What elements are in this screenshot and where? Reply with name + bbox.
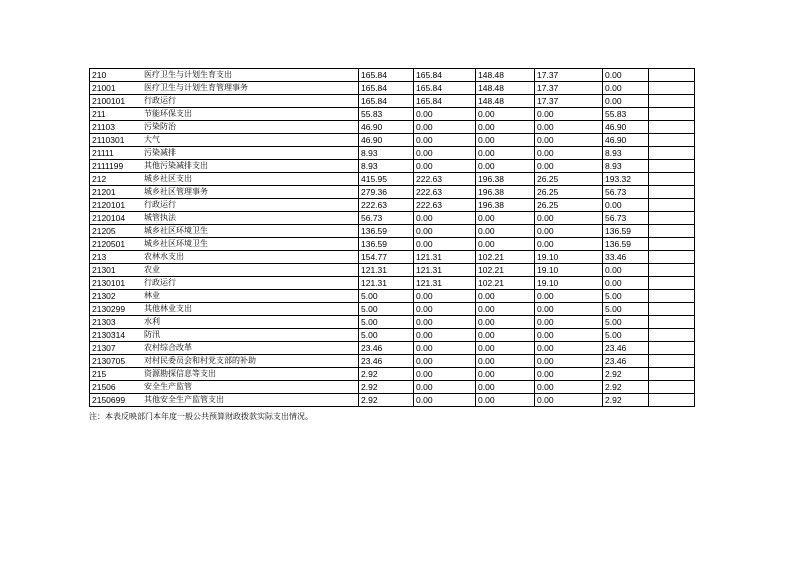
amount-cell-v3: 0.00	[476, 394, 535, 407]
amount-cell-v5: 136.59	[603, 225, 649, 238]
row-code-name-cell	[90, 290, 359, 303]
row-code-name-cell	[90, 199, 359, 212]
amount-cell-v1: 121.31	[359, 277, 414, 290]
function-code: 21302	[92, 291, 116, 301]
row-code-name-cell	[90, 173, 359, 186]
function-name: 城乡社区管理事务	[144, 187, 208, 196]
amount-cell-v4: 0.00	[535, 160, 603, 173]
amount-cell-v1: 23.46	[359, 355, 414, 368]
amount-cell-v3: 196.38	[476, 173, 535, 186]
amount-cell-v5: 2.92	[603, 394, 649, 407]
amount-cell-v1: 165.84	[359, 82, 414, 95]
row-code-name-cell	[90, 134, 359, 147]
function-name: 农业	[144, 265, 160, 274]
table-row	[90, 238, 695, 251]
table-row	[90, 147, 695, 160]
amount-cell-v1: 5.00	[359, 329, 414, 342]
amount-cell-v5: 56.73	[603, 212, 649, 225]
amount-cell-v1: 154.77	[359, 251, 414, 264]
row-code-name-cell	[90, 147, 359, 160]
row-code-name-cell	[90, 160, 359, 173]
amount-cell-v5: 0.00	[603, 82, 649, 95]
table-row	[90, 316, 695, 329]
amount-cell-v6	[649, 394, 695, 407]
table-row	[90, 329, 695, 342]
row-code-name-cell	[90, 251, 359, 264]
amount-cell-v2: 165.84	[414, 82, 476, 95]
amount-cell-v6	[649, 277, 695, 290]
amount-cell-v1: 121.31	[359, 264, 414, 277]
row-code-name-cell	[90, 69, 359, 82]
row-code-name-cell	[90, 381, 359, 394]
amount-cell-v5: 0.00	[603, 95, 649, 108]
table-row	[90, 134, 695, 147]
row-code-name-cell	[90, 225, 359, 238]
amount-cell-v4: 0.00	[535, 225, 603, 238]
amount-cell-v3: 148.48	[476, 82, 535, 95]
amount-cell-v1: 46.90	[359, 134, 414, 147]
amount-cell-v4: 0.00	[535, 329, 603, 342]
amount-cell-v5: 0.00	[603, 264, 649, 277]
function-code: 21301	[92, 265, 116, 275]
amount-cell-v6	[649, 199, 695, 212]
row-code-name-cell	[90, 121, 359, 134]
amount-cell-v3: 0.00	[476, 381, 535, 394]
amount-cell-v5: 8.93	[603, 147, 649, 160]
amount-cell-v4: 0.00	[535, 290, 603, 303]
amount-cell-v3: 0.00	[476, 290, 535, 303]
amount-cell-v6	[649, 108, 695, 121]
amount-cell-v5: 46.90	[603, 121, 649, 134]
budget-expenditure-table	[89, 68, 695, 407]
amount-cell-v6	[649, 212, 695, 225]
amount-cell-v2: 0.00	[414, 303, 476, 316]
amount-cell-v3: 0.00	[476, 238, 535, 251]
row-code-name-cell	[90, 108, 359, 121]
amount-cell-v6	[649, 225, 695, 238]
function-code: 210	[92, 70, 107, 80]
amount-cell-v2: 165.84	[414, 69, 476, 82]
amount-cell-v6	[649, 355, 695, 368]
amount-cell-v6	[649, 95, 695, 108]
table-footnote: 注：本表反映部门本年度一般公共预算财政拨款实际支出情况。	[89, 412, 313, 421]
amount-cell-v2: 0.00	[414, 160, 476, 173]
amount-cell-v1: 279.36	[359, 186, 414, 199]
table-row	[90, 212, 695, 225]
row-code-name-cell	[90, 368, 359, 381]
function-name: 农村综合改革	[144, 343, 192, 352]
function-name: 其他安全生产监管支出	[144, 395, 224, 404]
table-row	[90, 342, 695, 355]
function-name: 行政运行	[144, 200, 176, 209]
function-name: 安全生产监管	[144, 382, 192, 391]
amount-cell-v2: 0.00	[414, 147, 476, 160]
amount-cell-v4: 17.37	[535, 82, 603, 95]
table-row	[90, 277, 695, 290]
amount-cell-v5: 23.46	[603, 355, 649, 368]
table-row	[90, 368, 695, 381]
amount-cell-v3: 0.00	[476, 303, 535, 316]
function-code: 21001	[92, 83, 116, 93]
amount-cell-v5: 0.00	[603, 277, 649, 290]
amount-cell-v2: 121.31	[414, 277, 476, 290]
amount-cell-v2: 0.00	[414, 381, 476, 394]
function-code: 2120104	[92, 213, 126, 223]
function-code: 2120501	[92, 239, 126, 249]
row-code-name-cell	[90, 316, 359, 329]
amount-cell-v6	[649, 316, 695, 329]
function-name: 林业	[144, 291, 160, 300]
row-code-name-cell	[90, 186, 359, 199]
amount-cell-v3: 0.00	[476, 368, 535, 381]
row-code-name-cell	[90, 238, 359, 251]
amount-cell-v5: 5.00	[603, 329, 649, 342]
row-code-name-cell	[90, 82, 359, 95]
amount-cell-v4: 0.00	[535, 238, 603, 251]
function-name: 医疗卫生与计划生育支出	[144, 70, 232, 79]
amount-cell-v3: 0.00	[476, 355, 535, 368]
amount-cell-v2: 0.00	[414, 394, 476, 407]
amount-cell-v3: 0.00	[476, 121, 535, 134]
function-code: 21201	[92, 187, 116, 197]
amount-cell-v4: 0.00	[535, 355, 603, 368]
table-row	[90, 290, 695, 303]
amount-cell-v4: 19.10	[535, 277, 603, 290]
amount-cell-v6	[649, 251, 695, 264]
amount-cell-v4: 0.00	[535, 147, 603, 160]
amount-cell-v3: 102.21	[476, 251, 535, 264]
amount-cell-v2: 222.63	[414, 173, 476, 186]
table-row	[90, 173, 695, 186]
table-row	[90, 303, 695, 316]
amount-cell-v4: 26.25	[535, 173, 603, 186]
function-code: 211	[92, 109, 106, 119]
amount-cell-v1: 23.46	[359, 342, 414, 355]
amount-cell-v5: 193.32	[603, 173, 649, 186]
amount-cell-v6	[649, 134, 695, 147]
function-code: 21205	[92, 226, 116, 236]
row-code-name-cell	[90, 303, 359, 316]
amount-cell-v4: 0.00	[535, 381, 603, 394]
amount-cell-v4: 0.00	[535, 134, 603, 147]
function-code: 21103	[92, 122, 116, 132]
function-name: 水利	[144, 317, 160, 326]
amount-cell-v3: 0.00	[476, 342, 535, 355]
amount-cell-v2: 165.84	[414, 95, 476, 108]
function-name: 其他林业支出	[144, 304, 192, 313]
amount-cell-v1: 222.63	[359, 199, 414, 212]
table-row	[90, 160, 695, 173]
function-code: 213	[92, 252, 107, 262]
function-code: 21307	[92, 343, 116, 353]
table-row	[90, 394, 695, 407]
table-row	[90, 121, 695, 134]
amount-cell-v1: 8.93	[359, 147, 414, 160]
amount-cell-v4: 0.00	[535, 316, 603, 329]
amount-cell-v1: 8.93	[359, 160, 414, 173]
function-name: 防汛	[144, 330, 160, 339]
function-code: 2130101	[92, 278, 126, 288]
table-row	[90, 381, 695, 394]
amount-cell-v6	[649, 160, 695, 173]
amount-cell-v6	[649, 173, 695, 186]
amount-cell-v1: 55.83	[359, 108, 414, 121]
function-name: 城乡社区环境卫生	[144, 239, 208, 248]
amount-cell-v5: 136.59	[603, 238, 649, 251]
amount-cell-v4: 0.00	[535, 342, 603, 355]
function-code: 215	[92, 369, 107, 379]
amount-cell-v1: 56.73	[359, 212, 414, 225]
amount-cell-v1: 136.59	[359, 225, 414, 238]
function-code: 2130705	[92, 356, 126, 366]
amount-cell-v2: 0.00	[414, 290, 476, 303]
amount-cell-v2: 0.00	[414, 238, 476, 251]
amount-cell-v1: 136.59	[359, 238, 414, 251]
amount-cell-v4: 0.00	[535, 212, 603, 225]
amount-cell-v5: 0.00	[603, 69, 649, 82]
amount-cell-v6	[649, 238, 695, 251]
amount-cell-v5: 46.90	[603, 134, 649, 147]
amount-cell-v6	[649, 147, 695, 160]
amount-cell-v4: 0.00	[535, 394, 603, 407]
table-row	[90, 82, 695, 95]
amount-cell-v1: 5.00	[359, 316, 414, 329]
amount-cell-v6	[649, 290, 695, 303]
function-code: 21506	[92, 382, 116, 392]
function-name: 城乡社区支出	[144, 174, 192, 183]
row-code-name-cell	[90, 355, 359, 368]
amount-cell-v1: 46.90	[359, 121, 414, 134]
function-name: 行政运行	[144, 278, 176, 287]
amount-cell-v6	[649, 381, 695, 394]
function-code: 2110301	[92, 135, 125, 145]
amount-cell-v1: 2.92	[359, 368, 414, 381]
function-name: 污染防治	[144, 122, 176, 131]
amount-cell-v3: 102.21	[476, 264, 535, 277]
amount-cell-v3: 0.00	[476, 225, 535, 238]
amount-cell-v6	[649, 303, 695, 316]
amount-cell-v4: 19.10	[535, 251, 603, 264]
amount-cell-v5: 2.92	[603, 368, 649, 381]
row-code-name-cell	[90, 264, 359, 277]
function-name: 对村民委员会和村党支部的补助	[144, 356, 256, 365]
amount-cell-v6	[649, 121, 695, 134]
amount-cell-v3: 0.00	[476, 147, 535, 160]
function-name: 行政运行	[144, 96, 176, 105]
amount-cell-v2: 0.00	[414, 316, 476, 329]
table-row	[90, 186, 695, 199]
amount-cell-v2: 0.00	[414, 368, 476, 381]
amount-cell-v5: 23.46	[603, 342, 649, 355]
table-row	[90, 355, 695, 368]
function-code: 2100101	[92, 96, 126, 106]
table-row	[90, 95, 695, 108]
amount-cell-v4: 0.00	[535, 368, 603, 381]
function-name: 农林水支出	[144, 252, 184, 261]
function-name: 城乡社区环境卫生	[144, 226, 208, 235]
amount-cell-v2: 121.31	[414, 251, 476, 264]
amount-cell-v4: 26.25	[535, 186, 603, 199]
amount-cell-v4: 19.10	[535, 264, 603, 277]
amount-cell-v4: 0.00	[535, 108, 603, 121]
amount-cell-v3: 0.00	[476, 316, 535, 329]
function-code: 2120101	[92, 200, 126, 210]
amount-cell-v3: 0.00	[476, 160, 535, 173]
table-row	[90, 69, 695, 82]
amount-cell-v5: 8.93	[603, 160, 649, 173]
amount-cell-v2: 0.00	[414, 342, 476, 355]
amount-cell-v1: 5.00	[359, 290, 414, 303]
amount-cell-v6	[649, 186, 695, 199]
row-code-name-cell	[90, 95, 359, 108]
amount-cell-v5: 33.46	[603, 251, 649, 264]
amount-cell-v1: 165.84	[359, 95, 414, 108]
amount-cell-v6	[649, 342, 695, 355]
function-code: 2130299	[92, 304, 126, 314]
amount-cell-v3: 0.00	[476, 329, 535, 342]
function-code: 21303	[92, 317, 116, 327]
amount-cell-v6	[649, 368, 695, 381]
amount-cell-v3: 196.38	[476, 186, 535, 199]
row-code-name-cell	[90, 277, 359, 290]
table-row	[90, 225, 695, 238]
amount-cell-v1: 2.92	[359, 394, 414, 407]
amount-cell-v6	[649, 69, 695, 82]
function-name: 节能环保支出	[144, 109, 192, 118]
amount-cell-v1: 2.92	[359, 381, 414, 394]
table-row	[90, 199, 695, 212]
amount-cell-v2: 121.31	[414, 264, 476, 277]
amount-cell-v2: 222.63	[414, 186, 476, 199]
function-code: 21111	[92, 148, 114, 158]
amount-cell-v5: 5.00	[603, 303, 649, 316]
table-row	[90, 251, 695, 264]
amount-cell-v2: 0.00	[414, 108, 476, 121]
function-name: 污染减排	[144, 148, 176, 157]
amount-cell-v2: 0.00	[414, 212, 476, 225]
amount-cell-v3: 0.00	[476, 134, 535, 147]
table-row	[90, 264, 695, 277]
amount-cell-v3: 0.00	[476, 108, 535, 121]
amount-cell-v3: 102.21	[476, 277, 535, 290]
amount-cell-v3: 148.48	[476, 69, 535, 82]
amount-cell-v6	[649, 82, 695, 95]
amount-cell-v5: 5.00	[603, 290, 649, 303]
function-name: 大气	[144, 135, 160, 144]
amount-cell-v4: 26.25	[535, 199, 603, 212]
amount-cell-v5: 55.83	[603, 108, 649, 121]
amount-cell-v4: 17.37	[535, 95, 603, 108]
amount-cell-v6	[649, 329, 695, 342]
row-code-name-cell	[90, 212, 359, 225]
amount-cell-v2: 0.00	[414, 134, 476, 147]
amount-cell-v2: 222.63	[414, 199, 476, 212]
function-code: 212	[92, 174, 107, 184]
amount-cell-v1: 415.95	[359, 173, 414, 186]
amount-cell-v2: 0.00	[414, 355, 476, 368]
amount-cell-v4: 17.37	[535, 69, 603, 82]
amount-cell-v1: 5.00	[359, 303, 414, 316]
row-code-name-cell	[90, 342, 359, 355]
function-code: 2111199	[92, 161, 124, 171]
amount-cell-v6	[649, 264, 695, 277]
amount-cell-v4: 0.00	[535, 303, 603, 316]
amount-cell-v3: 0.00	[476, 212, 535, 225]
amount-cell-v3: 148.48	[476, 95, 535, 108]
amount-cell-v2: 0.00	[414, 121, 476, 134]
row-code-name-cell	[90, 394, 359, 407]
amount-cell-v5: 2.92	[603, 381, 649, 394]
amount-cell-v4: 0.00	[535, 121, 603, 134]
amount-cell-v5: 56.73	[603, 186, 649, 199]
row-code-name-cell	[90, 329, 359, 342]
amount-cell-v5: 5.00	[603, 316, 649, 329]
function-code: 2130314	[92, 330, 126, 340]
amount-cell-v5: 0.00	[603, 199, 649, 212]
function-code: 2150699	[92, 395, 126, 405]
amount-cell-v2: 0.00	[414, 225, 476, 238]
function-name: 城管执法	[144, 213, 176, 222]
table-row	[90, 108, 695, 121]
function-name: 医疗卫生与计划生育管理事务	[144, 83, 248, 92]
amount-cell-v1: 165.84	[359, 69, 414, 82]
amount-cell-v3: 196.38	[476, 199, 535, 212]
function-name: 资源勘探信息等支出	[144, 369, 216, 378]
function-name: 其他污染减排支出	[144, 161, 208, 170]
amount-cell-v2: 0.00	[414, 329, 476, 342]
